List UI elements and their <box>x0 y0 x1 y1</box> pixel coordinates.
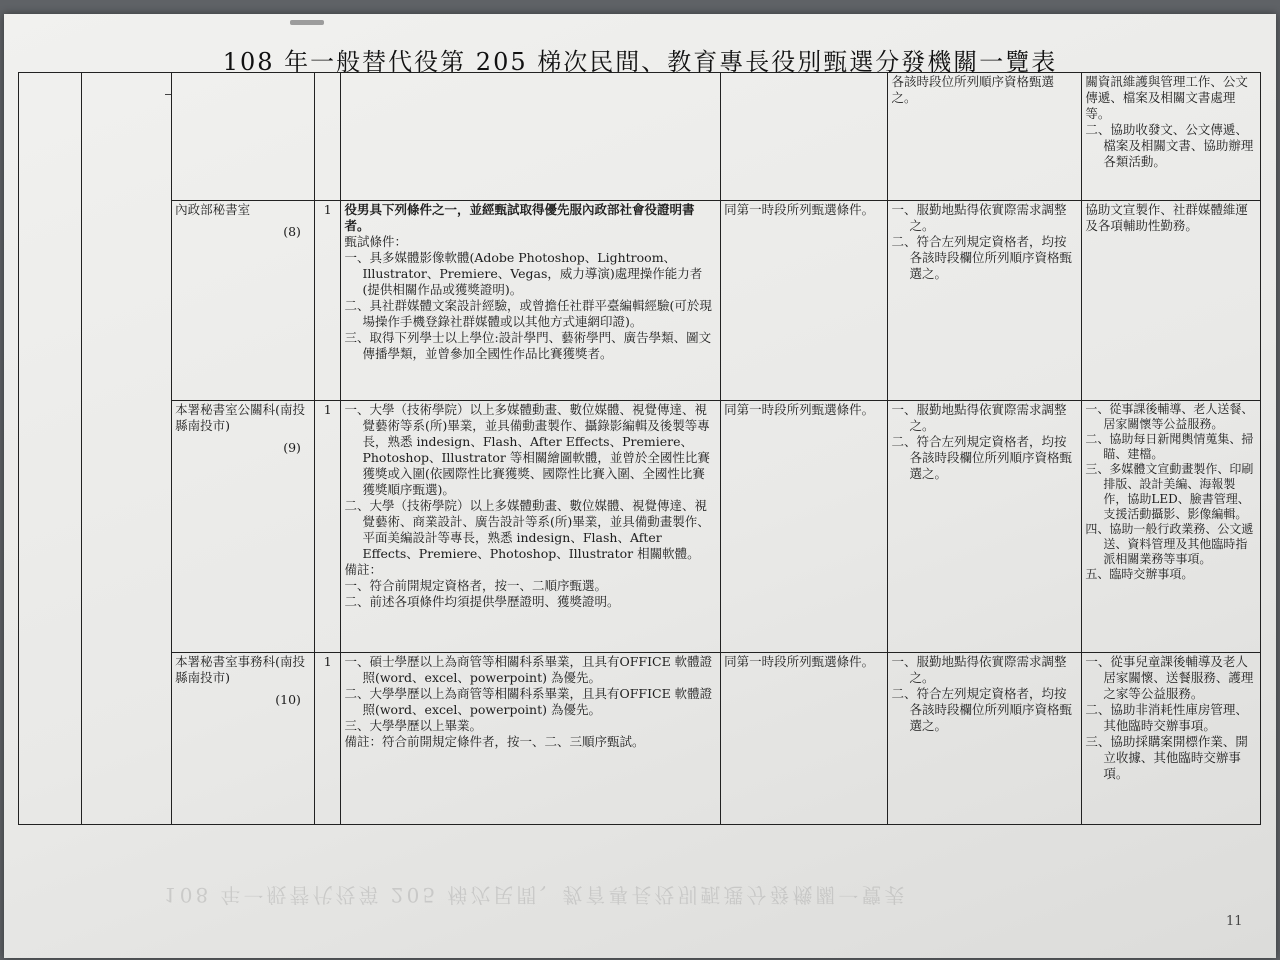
assignment-table <box>18 72 1261 825</box>
distribution-line: 一、服勤地點得依實際需求調整之。 <box>891 402 1067 433</box>
distribution-line: 一、服勤地點得依實際需求調整之。 <box>891 202 1067 233</box>
org-cell <box>172 201 315 401</box>
duties-cell <box>1082 401 1261 653</box>
distribution-cell <box>888 201 1082 401</box>
duties-cell <box>1082 73 1261 201</box>
duty-line: 三、多媒體文宣動畫製作、印刷排版、設計美編、海報製作，協助LED、臉書管理、支援活動攝影、影像編輯。 <box>1085 462 1254 521</box>
count-cell: 1 <box>314 653 341 825</box>
condition-line: 二、大學（技術學院）以上多媒體動畫、數位媒體、視覺傳達、視覺藝術、商業設計、廣告設計等系(所)畢業，並具備動畫製作、平面美編設計等專長，熟悉 indesign、Flash、After Effects、Premiere、Photoshop、Illustrator 相關軟體。 <box>344 498 710 561</box>
timing-cell: 同第一時段所列甄選條件。 <box>721 401 888 653</box>
page-title: 108 年一般替代役第 205 梯次民間、教育專長役別甄選分發機關一覽表 <box>222 48 1058 76</box>
distribution-cell <box>888 653 1082 825</box>
duties-cell <box>1082 653 1261 825</box>
bleed-through-text: 108 年一般替代役第 205 梯次民間、教育專長役別甄選分發機關一覽表 <box>164 883 908 907</box>
condition-line: 二、前述各項條件均須提供學歷證明、獲獎證明。 <box>344 594 620 609</box>
conditions-cell <box>341 653 721 825</box>
condition-line: 一、碩士學歷以上為商管等相關科系畢業，且具有OFFICE 軟體證照(word、excel、powerpoint) 為優先。 <box>344 654 713 685</box>
distribution-cell <box>888 73 1082 201</box>
duty-line: 二、協助每日新聞輿情蒐集、掃瞄、建檔。 <box>1085 432 1254 461</box>
org-cell <box>172 73 315 201</box>
staple <box>290 20 324 25</box>
table-row <box>19 73 1261 201</box>
table-row <box>19 201 1261 401</box>
table-row <box>19 653 1261 825</box>
duty-line: 一、從事兒童課後輔導及老人居家關懷、送餐服務、護理之家等公益服務。 <box>1085 654 1254 701</box>
duty-line: 二、協助收發文、公文傳遞、檔案及相關文書、協助辦理各類活動。 <box>1085 122 1254 169</box>
condition-line: 二、具社群媒體文案設計經驗，或曾擔任社群平臺編輯經驗(可於現場操作手機登錄社群媒體或以其他方式連網印證)。 <box>344 298 712 329</box>
distribution-cell <box>888 401 1082 653</box>
distribution-line: 二、符合左列規定資格者，均按各該時段欄位所列順序資格甄選之。 <box>891 434 1072 481</box>
duty-line: 一、從事課後輔導、老人送餐、居家關懷等公益服務。 <box>1085 402 1254 431</box>
condition-line: 役男具下列條件之一，並經甄試取得優先服內政部社會役證明書者。 <box>344 202 695 233</box>
org-number: (8) <box>283 224 301 239</box>
count-cell: 1 <box>314 201 341 401</box>
count-cell: 1 <box>314 401 341 653</box>
org-name: 內政部秘書室 <box>175 202 251 217</box>
org-number: (9) <box>283 440 301 455</box>
duty-line: 三、協助採購案開標作業、開立收據、其他臨時交辦事項。 <box>1085 734 1248 781</box>
distribution-line: 一、服勤地點得依實際需求調整之。 <box>891 654 1067 685</box>
org-cell <box>172 653 315 825</box>
conditions-cell <box>341 201 721 401</box>
condition-line: 三、取得下列學士以上學位:設計學門、藝術學門、廣告學類、圖文傳播學類，並曾參加全國性作品比賽獲獎者。 <box>344 330 712 361</box>
table-row <box>19 401 1261 653</box>
condition-line: 二、大學學歷以上為商管等相關科系畢業，且具有OFFICE 軟體證照(word、excel、powerpoint) 為優先。 <box>344 686 713 717</box>
page-number: 11 <box>1226 914 1243 929</box>
count-cell <box>314 73 341 201</box>
timing-cell: 同第一時段所列甄選條件。 <box>721 653 888 825</box>
condition-line: 一、符合前開規定資格者，按一、二順序甄選。 <box>344 578 607 593</box>
condition-line: 備註：符合前開規定條件者，按一、二、三順序甄試。 <box>344 734 645 749</box>
duty-line: 關資訊維護與管理工作、公文傳遞、檔案及相關文書處理等。 <box>1085 74 1248 121</box>
distribution-text: 各該時段位所列順序資格甄選之。 <box>891 74 1054 105</box>
condition-line: 一、大學（技術學院）以上多媒體動畫、數位媒體、視覺傳達、視覺藝術等系(所)畢業，並具備動畫製作、攝錄影編輯及後製等專長，熟悉 indesign、Flash、After Effects、Premiere、Photoshop、Illustrator 等相關繪圖軟體，並曾於全國性比賽獲獎或入圍(依國際性比賽獲獎、國際性比賽入圍、全國性比賽獲獎順序甄選)。 <box>344 402 710 497</box>
org-cell <box>172 401 315 653</box>
duty-line: 四、協助一般行政業務、公文遞送、資料管理及其他臨時指派相關業務等事項。 <box>1085 522 1254 566</box>
org-name: 本署秘書室事務科(南投縣南投市) <box>175 654 305 685</box>
condition-line: 備註： <box>344 562 382 577</box>
document-page <box>4 14 1276 958</box>
duty-line: 協助文宣製作、社群媒體維運及各項輔助性勤務。 <box>1085 202 1248 233</box>
timing-cell: 同第一時段所列甄選條件。 <box>721 201 888 401</box>
distribution-line: 二、符合左列規定資格者，均按各該時段欄位所列順序資格甄選之。 <box>891 686 1072 733</box>
duty-line: 五、臨時交辦事項。 <box>1085 567 1194 581</box>
condition-line: 三、大學學歷以上畢業。 <box>344 718 482 733</box>
distribution-line: 二、符合左列規定資格者，均按各該時段欄位所列順序資格甄選之。 <box>891 234 1072 281</box>
blank-cell <box>19 73 82 825</box>
conditions-cell <box>341 401 721 653</box>
blank-cell <box>82 73 172 825</box>
conditions-cell <box>341 73 721 201</box>
condition-line: 甄試條件： <box>344 234 407 249</box>
timing-cell <box>721 73 888 201</box>
condition-line: 一、具多媒體影像軟體(Adobe Photoshop、Lightroom、Illustrator、Premiere、Vegas，威力導演)處理操作能力者(提供相關作品或獲獎證明)。 <box>344 250 703 297</box>
duties-cell <box>1082 201 1261 401</box>
duty-line: 二、協助非消耗性庫房管理、其他臨時交辦事項。 <box>1085 702 1248 733</box>
org-number: (10) <box>275 692 301 707</box>
org-name: 本署秘書室公關科(南投縣南投市) <box>175 402 305 433</box>
